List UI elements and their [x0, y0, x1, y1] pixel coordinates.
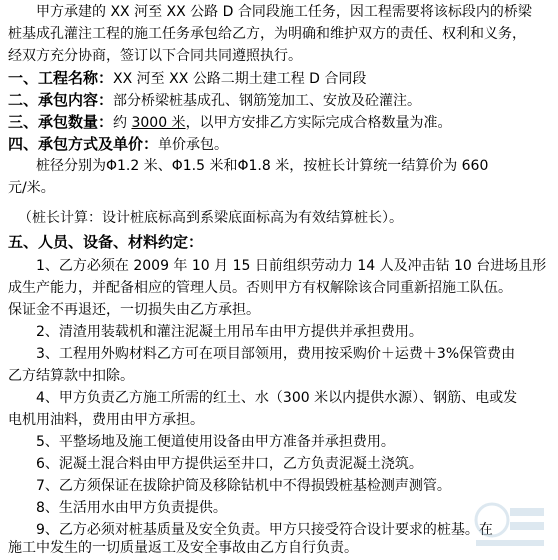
- section-quantity: [8, 112, 558, 133]
- section-label: 一、工程名称：: [8, 69, 114, 87]
- project-name-value: XX 河至 XX 公路二期土建工程 D 合同段: [113, 71, 367, 87]
- section-label: 三、承包数量：: [8, 113, 114, 131]
- section-project-name: [8, 68, 558, 89]
- clause-line: 8、生活用水由甲方负责提供。: [36, 500, 227, 516]
- intro-line-1: 甲方承建的 XX 河至 XX 公路 D 合同段施工任务，因工程需要将该标段内的桥梁: [36, 4, 532, 20]
- clause-line: 9、乙方必须对桩基质量及安全负责。甲方只接受符合设计要求的桩基。在: [36, 522, 493, 538]
- clause-line: 乙方结算款中扣除。: [8, 368, 134, 384]
- section-label: 二、承包内容：: [8, 91, 114, 109]
- section-label: 五、人员、设备、材料约定：: [8, 233, 204, 251]
- pile-length-note: （桩长计算：设计桩底标高到系梁底面标高为有效结算桩长）。: [18, 210, 403, 226]
- clause-line: 电机用油料，费用由甲方承担。: [8, 412, 204, 428]
- intro-line-2: 桩基成孔灌注工程的施工任务承包给乙方，为明确和维护双方的责任、权利和义务，: [8, 26, 526, 42]
- pricing-value: 单价承包。: [158, 137, 229, 153]
- pricing-body-2: 元/米。: [8, 180, 55, 196]
- section-scope: [8, 90, 558, 111]
- clause-line: 5、平整场地及施工便道使用设备由甲方准备并承担费用。: [36, 434, 395, 450]
- quantity-pre: 约: [113, 115, 132, 131]
- quantity-post: ，以甲方安排乙方实际完成合格数量为准。: [185, 115, 452, 131]
- pricing-body-1: 桩径分别为Φ1.2 米、Φ1.5 米和Φ1.8 米，按桩长计算统一结算价为 660: [36, 158, 489, 174]
- clause-line: 3、工程用外购材料乙方可在项目部领用，费用按采购价＋运费＋3%保管费由: [36, 346, 516, 362]
- clause-line: 成生产能力，并配备相应的管理人员。否则甲方有权解除该合同重新招施工队伍。: [8, 280, 512, 296]
- clause-line: 2、清渣用装载机和灌注泥凝土用吊车由甲方提供并承担费用。: [36, 324, 423, 340]
- intro-line-3: 经双方充分协商，签订以下合同共同遵照执行。: [8, 48, 302, 64]
- quantity-amount: 3000 米: [131, 115, 186, 131]
- section-pricing: [8, 134, 558, 155]
- clause-line: 1、乙方必须在 2009 年 10 月 15 日前组织劳动力 14 人及冲击钻 10 台进场且形: [36, 258, 547, 274]
- section-label: 四、承包方式及单价：: [8, 135, 159, 153]
- clause-line: 保证金不再退还，一切损失由乙方承担。: [8, 302, 260, 318]
- clause-line: 施工中发生的一切质量返工及安全事故由乙方自行负责。: [8, 540, 358, 556]
- clause-line: 4、甲方负责乙方施工所需的红土、水（300 米以内提供水源）、钢筋、电或发: [36, 390, 518, 406]
- section-personnel: [8, 232, 558, 253]
- scope-value: 部分桥梁桩基成孔、钢筋笼加工、安放及砼灌注。: [113, 93, 422, 109]
- clause-line: 7、乙方须保证在拔除护筒及移除钻机中不得损毁桩基检测声测管。: [36, 478, 451, 494]
- clause-line: 6、泥凝土混合料由甲方提供运至井口，乙方负责泥凝土浇筑。: [36, 456, 423, 472]
